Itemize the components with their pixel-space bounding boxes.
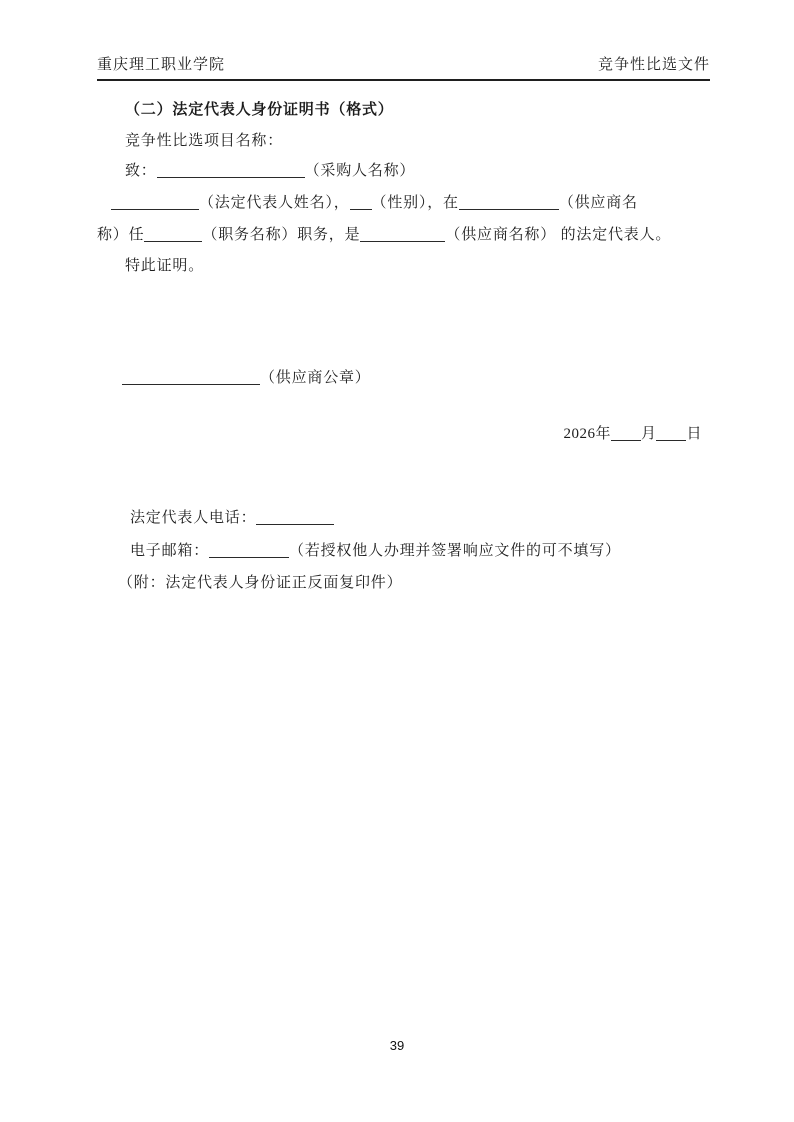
- text-segment: （供应商名: [558, 195, 638, 211]
- text-segment: 月: [640, 426, 657, 442]
- blank-field: [459, 194, 559, 210]
- body-line-2: [97, 224, 710, 246]
- text-segment: （供应商名称） 的法定代表人。: [445, 227, 672, 243]
- blank-field: [209, 542, 289, 558]
- text-segment: 电子邮箱：: [130, 543, 210, 559]
- text-segment: 致：: [125, 163, 157, 179]
- text-segment: （法定代表人姓名），: [199, 195, 350, 211]
- text-segment: （若授权他人办理并签署响应文件的可不填写）: [289, 543, 621, 559]
- text-segment: （性别），在: [371, 195, 459, 211]
- page-number: 39: [389, 1038, 405, 1053]
- seal-line: [97, 367, 710, 389]
- blank-field: [611, 425, 641, 441]
- blank-field: [144, 226, 202, 242]
- text-segment: （职务名称）职务，是: [202, 227, 361, 243]
- blank-field: [350, 194, 372, 210]
- project-name-line: 竞争性比选项目名称：: [125, 133, 284, 149]
- text-segment: 称）任: [97, 227, 145, 243]
- date-line: [97, 423, 710, 445]
- text-segment: （采购人名称）: [304, 163, 416, 179]
- header-left-text: 重庆理工职业学院: [97, 57, 226, 73]
- body-line-1: [97, 192, 710, 214]
- blank-field: [256, 509, 334, 525]
- to-line: [97, 160, 710, 182]
- phone-line: [97, 507, 710, 529]
- certify-line: 特此证明。: [125, 258, 205, 274]
- blank-field: [360, 226, 445, 242]
- blank-field: [157, 162, 305, 178]
- text-segment: 法定代表人电话：: [130, 510, 257, 526]
- page-header: [97, 53, 710, 81]
- blank-field: [122, 369, 260, 385]
- header-right-text: 竞争性比选文件: [597, 57, 710, 73]
- blank-field: [656, 425, 686, 441]
- section-title: （二）法定代表人身份证明书（格式）: [125, 102, 394, 118]
- attachment-note-line: （附：法定代表人身份证正反面复印件）: [118, 575, 403, 591]
- text-segment: （供应商公章）: [260, 370, 371, 386]
- text-segment: 日: [686, 426, 702, 442]
- text-segment: 2026年: [563, 426, 611, 442]
- blank-field: [111, 194, 199, 210]
- email-line: [97, 540, 710, 562]
